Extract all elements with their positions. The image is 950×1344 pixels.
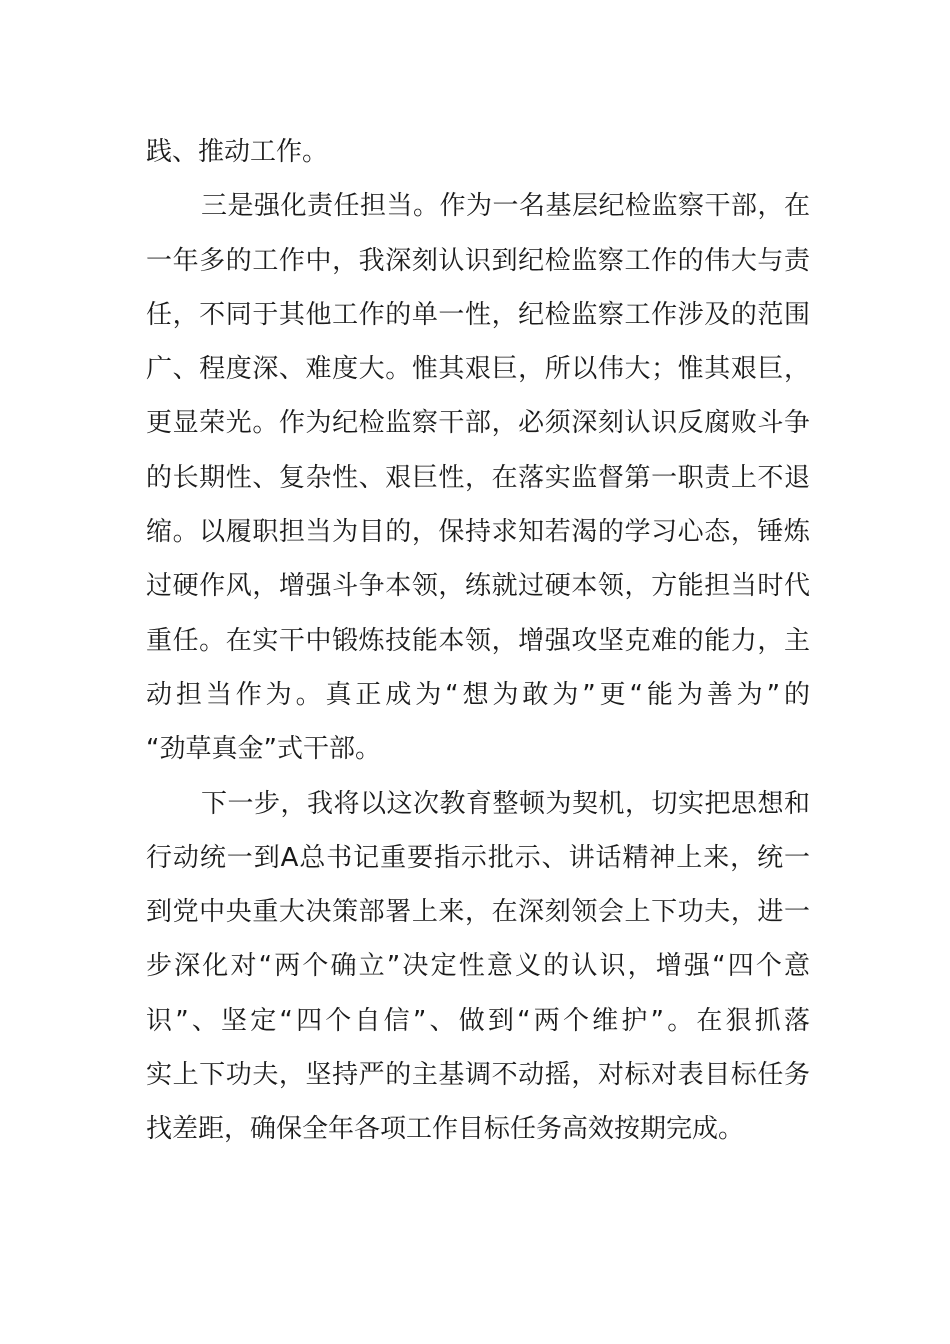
text-line: 实上下功夫，坚持严的主基调不动摇，对标对表目标任务	[146, 1060, 810, 1091]
text-line: 一年多的工作中，我深刻认识到纪检监察工作的伟大与责	[146, 245, 810, 276]
text-line: 广、程度深、难度大。惟其艰巨，所以伟大；惟其艰巨，	[146, 354, 810, 385]
paragraph-start-line: 下一步，我将以这次教育整顿为契机，切实把思想和	[201, 788, 810, 819]
text-line: 重任。在实干中锻炼技能本领，增强攻坚克难的能力，主	[146, 625, 810, 656]
text-line: 缩。以履职担当为目的，保持求知若渴的学习心态，锤炼	[146, 517, 810, 548]
text-line: 过硬作风，增强斗争本领，练就过硬本领，方能担当时代	[146, 571, 810, 602]
text-line: 更显荣光。作为纪检监察干部，必须深刻认识反腐败斗争	[146, 408, 810, 439]
text-line: 践、推动工作。	[146, 137, 329, 167]
text-line: 到党中央重大决策部署上来，在深刻领会上下功夫，进一	[146, 897, 810, 928]
text-line: 动担当作为。真正成为“想为敢为”更“能为善为”的	[146, 679, 810, 710]
text-line: 的长期性、复杂性、艰巨性，在落实监督第一职责上不退	[146, 462, 810, 493]
text-line: “劲草真金”式干部。	[146, 734, 381, 765]
text-line: 识”、坚定“四个自信”、做到“两个维护”。在狠抓落	[146, 1005, 810, 1036]
document-body	[146, 125, 810, 1157]
text-line: 行动统一到A总书记重要指示批示、讲话精神上来，统一	[146, 842, 810, 873]
text-line: 步深化对“两个确立”决定性意义的认识，增强“四个意	[146, 951, 810, 982]
text-line: 找差距，确保全年各项工作目标任务高效按期完成。	[146, 1114, 745, 1145]
paragraph-start-line: 三是强化责任担当。作为一名基层纪检监察干部，在	[201, 191, 810, 222]
text-line: 任，不同于其他工作的单一性，纪检监察工作涉及的范围	[146, 299, 810, 330]
